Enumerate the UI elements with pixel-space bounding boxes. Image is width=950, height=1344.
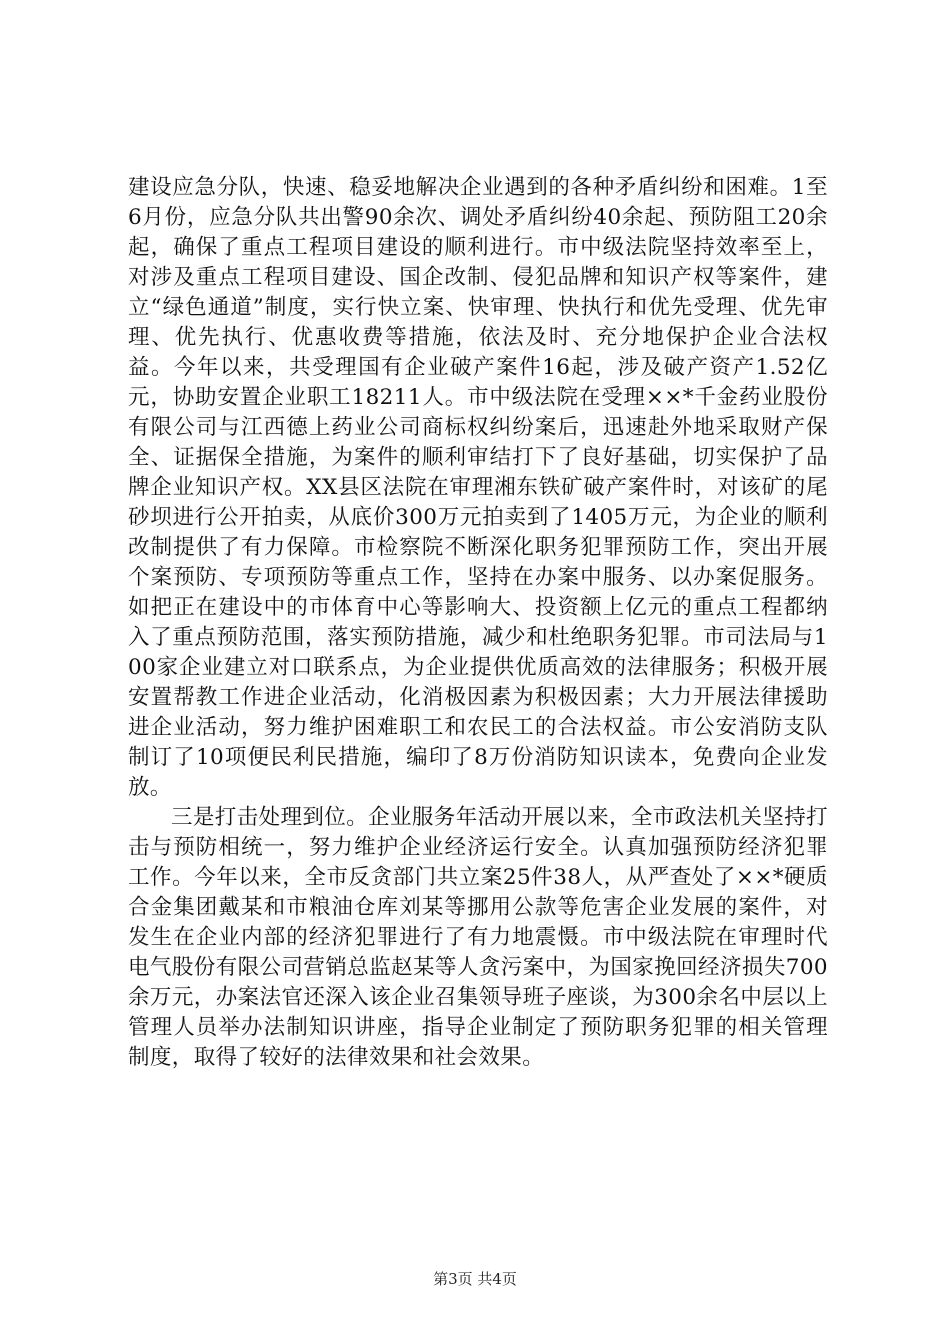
document-body <box>128 173 828 1073</box>
page-footer <box>0 1269 950 1289</box>
paragraph-2: 三是打击处理到位。企业服务年活动开展以来，全市政法机关坚持打击与预防相统一，努力维护企业经济运行安全。认真加强预防经济犯罪工作。今年以来，全市反贪部门共立案25件38人，从严查处了××*硬质合金集团戴某和市粮油仓库刘某等挪用公款等危害企业发展的案件，对发生在企业内部的经济犯罪进行了有力地震慑。市中级法院在审理时代电气股份有限公司营销总监赵某等人贪污案中，为国家挽回经济损失700余万元，办案法官还深入该企业召集领导班子座谈，为300余名中层以上管理人员举办法制知识讲座，指导企业制定了预防职务犯罪的相关管理制度，取得了较好的法律效果和社会效果。 <box>128 805 829 1070</box>
page-number-label: 第3页 共4页 <box>433 1270 517 1288</box>
paragraph-1: 建设应急分队，快速、稳妥地解决企业遇到的各种矛盾纠纷和困难。1至6月份，应急分队共出警90余次、调处矛盾纠纷40余起、预防阻工20余起，确保了重点工程项目建设的顺利进行。市中级法院坚持效率至上，对涉及重点工程项目建设、国企改制、侵犯品牌和知识产权等案件，建立“绿色通道”制度，实行快立案、快审理、快执行和优先受理、优先审理、优先执行、优惠收费等措施，依法及时、充分地保护企业合法权益。今年以来，共受理国有企业破产案件16起，涉及破产资产1.52亿元，协助安置企业职工18211人。市中级法院在受理××*千金药业股份有限公司与江西德上药业公司商标权纠纷案后，迅速赴外地采取财产保全、证据保全措施，为案件的顺利审结打下了良好基础，切实保护了品牌企业知识产权。XX县区法院在审理湘东铁矿破产案件时，对该矿的尾砂坝进行公开拍卖，从底价300万元拍卖到了1405万元，为企业的顺利改制提供了有力保障。市检察院不断深化职务犯罪预防工作，突出开展个案预防、专项预防等重点工作，坚持在办案中服务、以办案促服务。如把正在建设中的市体育中心等影响大、投资额上亿元的重点工程都纳入了重点预防范围，落实预防措施，减少和杜绝职务犯罪。市司法局与100家企业建立对口联系点，为企业提供优质高效的法律服务；积极开展安置帮教工作进企业活动，化消极因素为积极因素；大力开展法律援助进企业活动，努力维护困难职工和农民工的合法权益。市公安消防支队制订了10项便民利民措施，编印了8万份消防知识读本，免费向企业发放。 <box>128 175 828 800</box>
